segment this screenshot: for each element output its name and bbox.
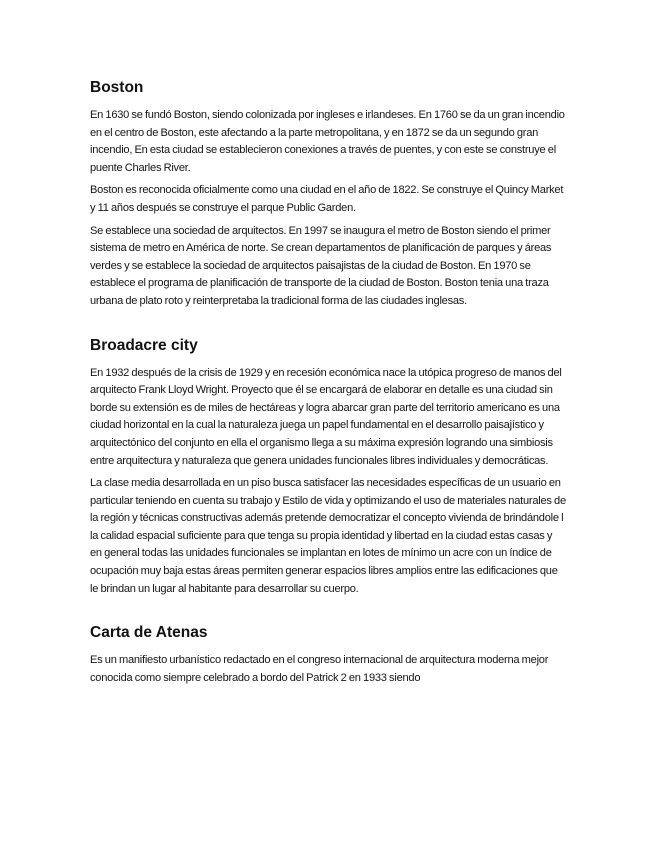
- paragraph: En 1932 después de la crisis de 1929 y en recesión económica nace la utópica progreso de manos del arquitecto Frank Lloyd Wright. Proyecto que él se encargará de elaborar en detalle es una ciudad sin borde su extensión es de miles de hectáreas y logra abarcar gran parte del territorio americano es una ciudad horizontal en la cual la naturaleza juega un papel fundamental en el desarrollo paisajístico y arquitectónico del conjunto en ella el organismo llega a su máxima expresión logrando una simbiosis entre arquitectura y naturaleza que genera unidades funcionales libres individuales y democráticas.: [90, 366, 562, 467]
- paragraph: En 1630 se fundó Boston, siendo colonizada por ingleses e irlandeses. En 1760 se da un gran incendio en el centro de Boston, este afectando a la parte metropolitana, y en 1872 se da un segundo gran incendio, En esta ciudad se establecieron conexiones a través de puentes, y con este se construye el puente Charles River.: [90, 109, 565, 174]
- section-heading: Boston: [90, 79, 144, 96]
- paragraph: Se establece una sociedad de arquitectos. En 1997 se inaugura el metro de Boston siendo el primer sistema de metro en América de norte. Se crean departamentos de planificación de parques y áreas verdes y se establece la sociedad de arquitectos paisajistas de la ciudad de Boston. En 1970 se establece el programa de planificación de transporte de la ciudad de Boston. Boston tenia una traza urbana de plato roto y reinterpretaba la tradicional forma de las ciudades inglesas.: [90, 224, 552, 307]
- section-heading: Broadacre city: [90, 336, 198, 354]
- section-broadacre-city: [90, 336, 566, 599]
- section-heading: Carta de Atenas: [90, 624, 208, 642]
- section-boston: [90, 78, 566, 311]
- document-body: [90, 78, 566, 692]
- section-carta-de-atenas: [90, 623, 566, 687]
- paragraph: Boston es reconocida oficialmente como una ciudad en el año de 1822. Se construye el Quincy Market y 11 años después se construye el parque Public Garden.: [90, 184, 564, 214]
- paragraph: Es un manifiesto urbanístico redactado en el congreso internacional de arquitectura moderna mejor conocida como siempre celebrado a bordo del Patrick 2 en 1933 siendo: [90, 654, 549, 684]
- paragraph: La clase media desarrollada en un piso busca satisfacer las necesidades específicas de un usuario en particular teniendo en cuenta su trabajo y Estilo de vida y optimizando el uso de materiales naturales de la región y técnicas constructivas además pretende democratizar el concepto vivienda de brindándole l la calidad espacial suficiente para que tenga su propia identidad y libertad en la ciudad estas casas y en general todas las unidades funcionales se implantan en lotes de mínimo un acre con un índice de ocupación muy baja estas áreas permiten generar espacios libres amplios entre las edificaciones que le brindan un lugar al habitante para desarrollar su cuerpo.: [90, 477, 566, 595]
